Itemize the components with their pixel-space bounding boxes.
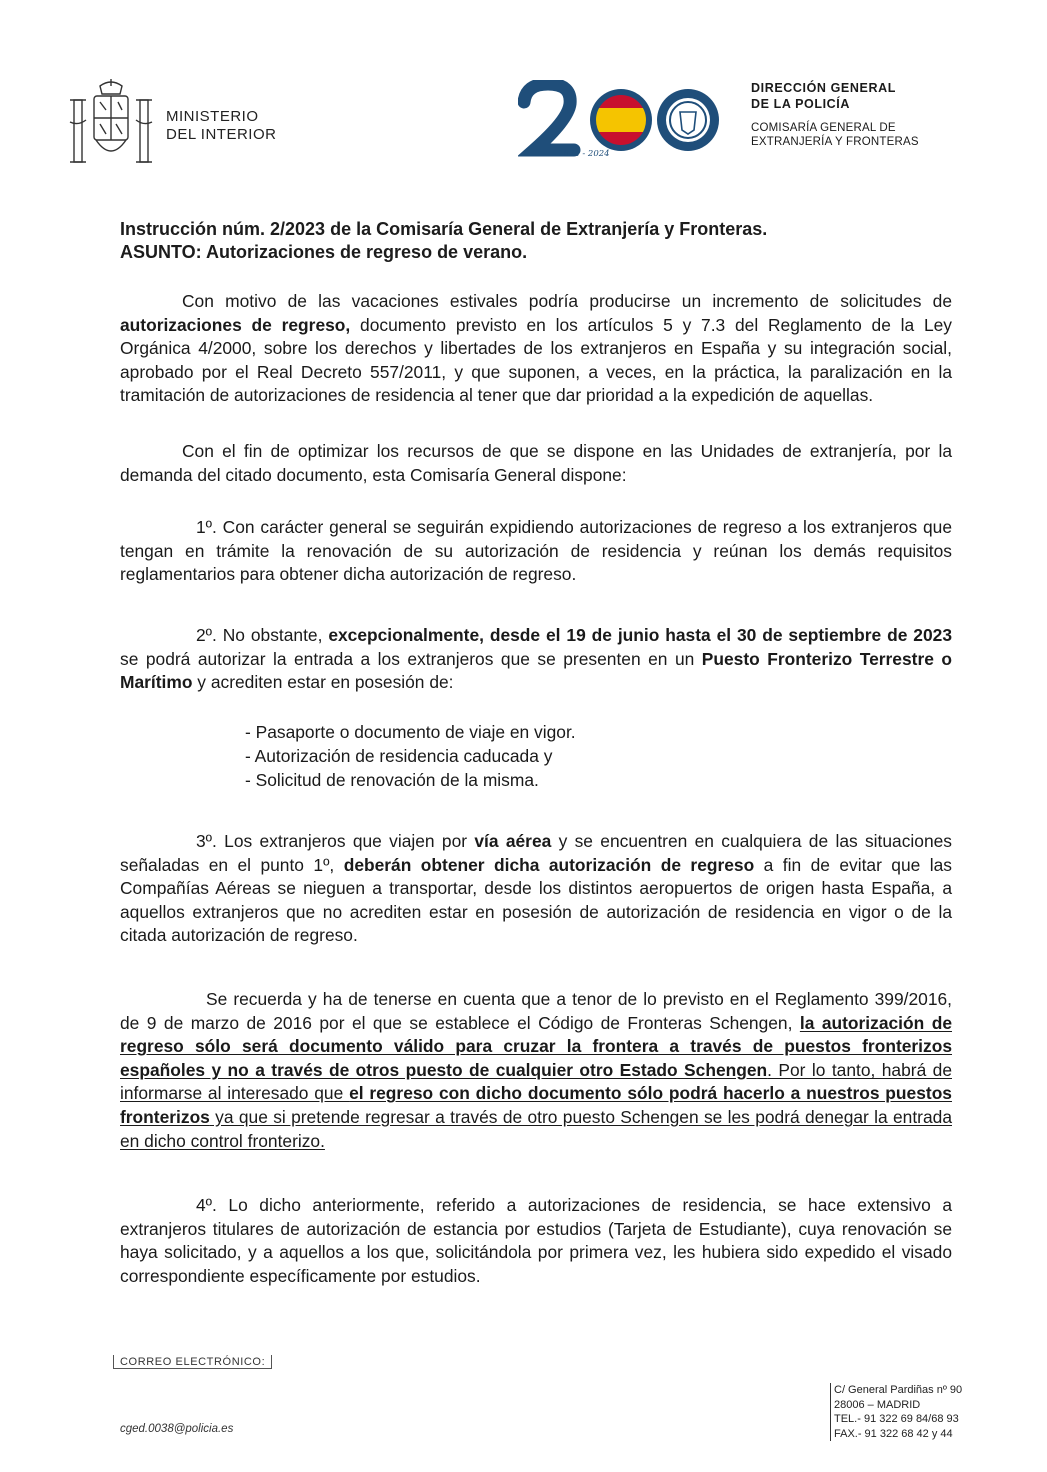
p4-text-c: se podrá autorizar la entrada a los extranjeros que se presenten en un xyxy=(120,648,702,669)
list-item: - Pasaporte o documento de viaje en vigor. xyxy=(245,722,576,742)
paragraph-purpose xyxy=(120,440,952,487)
direccion-general xyxy=(751,80,896,112)
p5-text-e: a fin de evitar que las Compañías Aéreas se nieguen a transportar, desde los distintos aeropuertos de origen hasta España, a aquellos extranjeros que no acrediten estar en posesión de autorización de residencia en vigor o de la citada autorización de regreso. xyxy=(120,854,952,946)
address-line: FAX.- 91 322 68 42 y 44 xyxy=(834,1427,953,1440)
p5-bold-air: vía aérea xyxy=(474,831,552,851)
ministry-line-1: MINISTERIO xyxy=(166,108,259,125)
document-title xyxy=(120,218,960,264)
p1-text-a: Con motivo de las vacaciones estivales podría producirse un incremento de solicitudes de xyxy=(182,291,952,311)
p4-text-e: y acrediten estar en posesión de: xyxy=(192,672,454,693)
paragraph-schengen xyxy=(120,988,952,1153)
p4-text-a: 2º. No obstante, xyxy=(196,625,329,645)
address-line: C/ General Pardiñas nº 90 xyxy=(834,1384,963,1396)
p1-bold: autorizaciones de regreso, xyxy=(120,314,351,335)
list-item: - Solicitud de renovación de la misma. xyxy=(245,770,539,790)
ministry-line-2: DEL INTERIOR xyxy=(166,126,277,143)
p4-bold-border: Puesto Fronterizo Terrestre o Marítimo xyxy=(120,648,952,693)
postal-address xyxy=(830,1383,962,1441)
p7-text: 4º. Lo dicho anteriormente, referido a autorizaciones de residencia, se hace extensivo a extranjeros titulares de autorización de estancia por estudios (Tarjeta de Estudiante), cuya renovación se haya solicitado, y a aquellos a los que, solicitándola por primera vez, les hubiera sido expedido el visado correspondiente específicamente por estudios. xyxy=(120,1195,952,1286)
requirements-list xyxy=(245,720,845,792)
ministry-name xyxy=(166,108,276,144)
cg-line-2: EXTRANJERÍA Y FRONTERAS xyxy=(751,136,919,148)
paragraph-point-4 xyxy=(120,1194,952,1288)
p1-text-c: documento previsto en los artículos 5 y 7.3 del Reglamento de la Ley Orgánica 4/2000, sobre los derechos y libertades de los extranjeros en España y su integración social, aprobado por el Real Decreto 557/2011, y que suponen, a veces, en la práctica, la paralización en la tramitación de autorizaciones de residencia al tener que dar prioridad a la expedición de aquellas. xyxy=(120,314,952,406)
email-label: CORREO ELECTRÓNICO: xyxy=(113,1355,272,1369)
p5-text-c: y se encuentren en cualquiera de las situaciones señaladas en el punto 1º, xyxy=(120,831,952,875)
dg-line-2: DE LA POLICÍA xyxy=(751,97,851,111)
p6-text-a: Se recuerda y ha de tenerse en cuenta que a tenor de lo previsto en el Reglamento 399/2016, de 9 de marzo de 2016 por el que se establece el Código de Fronteras Schengen, xyxy=(120,989,952,1033)
title-line-1: Instrucción núm. 2/2023 de la Comisaría General de Extranjería y Fronteras. xyxy=(120,219,768,239)
list-item: - Autorización de residencia caducada y xyxy=(245,746,553,766)
p3-text: 1º. Con carácter general se seguirán expidiendo autorizaciones de regreso a los extranjeros que tengan en trámite la renovación de su autorización de residencia y reúnan los demás requisitos reglamentarios para obtener dicha autorización de regreso. xyxy=(120,517,952,585)
bicentenary-200-logo xyxy=(518,80,728,160)
address-line: TEL.- 91 322 69 84/68 93 xyxy=(834,1413,959,1425)
paragraph-point-1 xyxy=(120,516,952,587)
p5-text-a: 3º. Los extranjeros que viajen por xyxy=(196,831,475,851)
p2-text: Con el fin de optimizar los recursos de que se dispone en las Unidades de extranjería, por la demanda del citado documento, esta Comisaría General dispone: xyxy=(120,441,952,485)
p4-bold-dates: excepcionalmente, desde el 19 de junio hasta el 30 de septiembre de 2023 xyxy=(328,625,952,645)
address-line: 28006 – MADRID xyxy=(834,1398,921,1411)
p6-bold-underlined-validity: la autorización de regreso sólo será documento válido para cruzar la frontera a través de puestos fronterizos españoles y no a través de otros puesto de cualquier otro Estado Schengen xyxy=(120,1012,952,1080)
title-line-2: ASUNTO: Autorizaciones de regreso de verano. xyxy=(120,242,528,262)
p6-text-e: ya que si pretende regresar a través de otro puesto Schengen se les podrá denegar la entrada en dicho control fronterizo. xyxy=(120,1106,952,1151)
cg-line-1: COMISARÍA GENERAL DE xyxy=(751,122,896,134)
p5-bold-obligation: deberán obtener dicha autorización de regreso xyxy=(343,854,755,875)
comisaria-general xyxy=(751,121,919,149)
paragraph-intro xyxy=(120,290,952,408)
paragraph-point-3 xyxy=(120,830,952,948)
dg-line-1: DIRECCIÓN GENERAL xyxy=(751,81,896,95)
paragraph-point-2 xyxy=(120,624,952,695)
p6-bold-underlined-return: el regreso con dicho documento sólo podrá hacerlo a nuestros puestos fronterizos xyxy=(120,1083,952,1127)
coat-of-arms-logo xyxy=(66,78,156,174)
p6-text-c: . Por lo tanto, habrá de informarse al interesado que xyxy=(120,1059,952,1104)
email-address: cged.0038@policia.es xyxy=(120,1423,234,1435)
logo-years: 1824 - 2024 xyxy=(558,149,610,159)
